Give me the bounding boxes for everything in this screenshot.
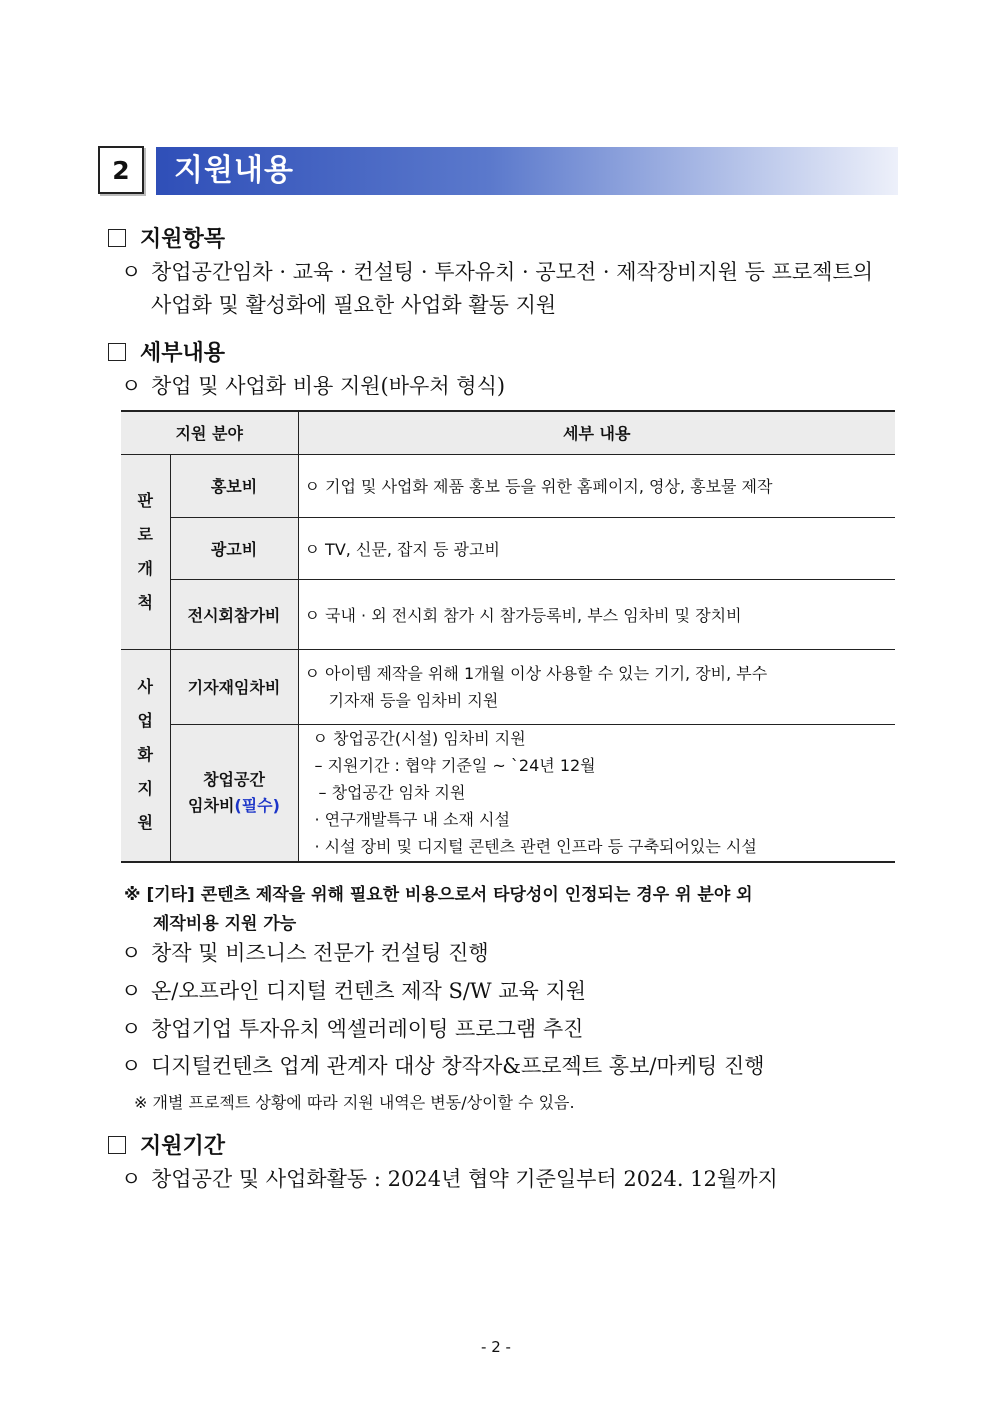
section-title: 지원내용 <box>174 153 294 188</box>
list-item: ㅇ 온/오프라인 디지털 컨텐츠 제작 S/W 교육 지원 <box>121 979 587 1003</box>
subheading-period <box>108 1129 225 1160</box>
item-equipment-rental: 기자재임차비 <box>170 649 298 724</box>
section-number: 2 <box>98 146 144 194</box>
support-table <box>121 410 895 863</box>
checkbox-square-icon <box>108 229 126 247</box>
subheading-support-items <box>108 222 225 253</box>
group-label-marketing: 판 로 개 척 <box>121 454 170 649</box>
table-header-row <box>121 411 895 454</box>
list-item: ㅇ 창업기업 투자유치 엑셀러레이팅 프로그램 추진 <box>121 1017 584 1041</box>
detail-promotion: ㅇ 기업 및 사업화 제품 홍보 등을 위한 홈페이지, 영상, 홍보물 제작 <box>298 454 895 517</box>
subheading-text: 세부내용 <box>140 340 226 366</box>
detail-equipment-rental: ㅇ 아이템 제작을 위해 1개월 이상 사용할 수 있는 기기, 장비, 부수 기자재 등을 임차비 지원 <box>298 649 895 724</box>
section-title-bar <box>156 147 898 195</box>
item-exhibition: 전시회참가비 <box>170 579 298 649</box>
bullet-circle: ㅇ <box>121 374 142 398</box>
section-header <box>98 146 898 198</box>
page-number: - 2 - <box>481 1338 511 1356</box>
item-advertising: 광고비 <box>170 517 298 579</box>
detail-space-rental: ㅇ 창업공간(시설) 임차비 지원 – 지원기간 : 협약 기준일 ~ `24년 12월 – 창업공간 임차 지원 · 연구개발특구 내 소재 시설 · 시설 장비 및 디지털 콘텐츠 관련 인프라 등 구축되어있는 시설 <box>298 724 895 862</box>
etc-note-line1: ※ [기타] 콘텐츠 제작을 위해 필요한 비용으로서 타당성이 인정되는 경우 위 분야 외 <box>124 885 753 905</box>
header-detail: 세부 내용 <box>298 411 895 454</box>
subheading-text: 지원기간 <box>140 1133 226 1159</box>
detail-advertising: ㅇ TV, 신문, 잡지 등 광고비 <box>298 517 895 579</box>
table-row <box>121 649 895 724</box>
support-items-line2: 사업화 및 활성화에 필요한 사업화 활동 지원 <box>151 293 557 317</box>
list-item: ㅇ 디지털컨텐츠 업계 관계자 대상 창작자&프로젝트 홍보/마케팅 진행 <box>121 1054 765 1078</box>
period-line: ㅇ 창업공간 및 사업화활동 : 2024년 협약 기준일부터 2024. 12월까지 <box>121 1167 778 1191</box>
detail-exhibition: ㅇ 국내 · 외 전시회 참가 시 참가등록비, 부스 임차비 및 장치비 <box>298 579 895 649</box>
checkbox-square-icon <box>108 1136 126 1154</box>
list-item: ㅇ 창작 및 비즈니스 전문가 컨설팅 진행 <box>121 941 489 965</box>
subheading-text: 지원항목 <box>140 226 226 252</box>
support-items-text1: 창업공간임차 · 교육 · 컨설팅 · 투자유치 · 공모전 · 제작장비지원 등 프로젝트의 <box>151 260 874 284</box>
table-row <box>121 724 895 862</box>
etc-note-line2: 제작비용 지원 가능 <box>153 914 297 934</box>
period-text: 창업공간 및 사업화활동 : 2024년 협약 기준일부터 2024. 12월까지 <box>151 1167 778 1191</box>
details-intro-text: 창업 및 사업화 비용 지원(바우처 형식) <box>151 374 506 398</box>
item-promotion: 홍보비 <box>170 454 298 517</box>
subheading-details <box>108 336 225 367</box>
support-items-line1 <box>121 256 873 286</box>
header-field: 지원 분야 <box>121 411 298 454</box>
details-intro <box>121 370 505 400</box>
group-label-commercialization: 사 업 화 지 원 <box>121 649 170 862</box>
bullet-circle: ㅇ <box>121 260 142 284</box>
variance-note: ※ 개별 프로젝트 상황에 따라 지원 내역은 변동/상이할 수 있음. <box>134 1093 575 1112</box>
checkbox-square-icon <box>108 343 126 361</box>
table-row <box>121 454 895 517</box>
table-row <box>121 579 895 649</box>
table-row <box>121 517 895 579</box>
item-space-rental: 창업공간 임차비(필수) <box>170 724 298 862</box>
required-tag: (필수) <box>234 795 280 815</box>
